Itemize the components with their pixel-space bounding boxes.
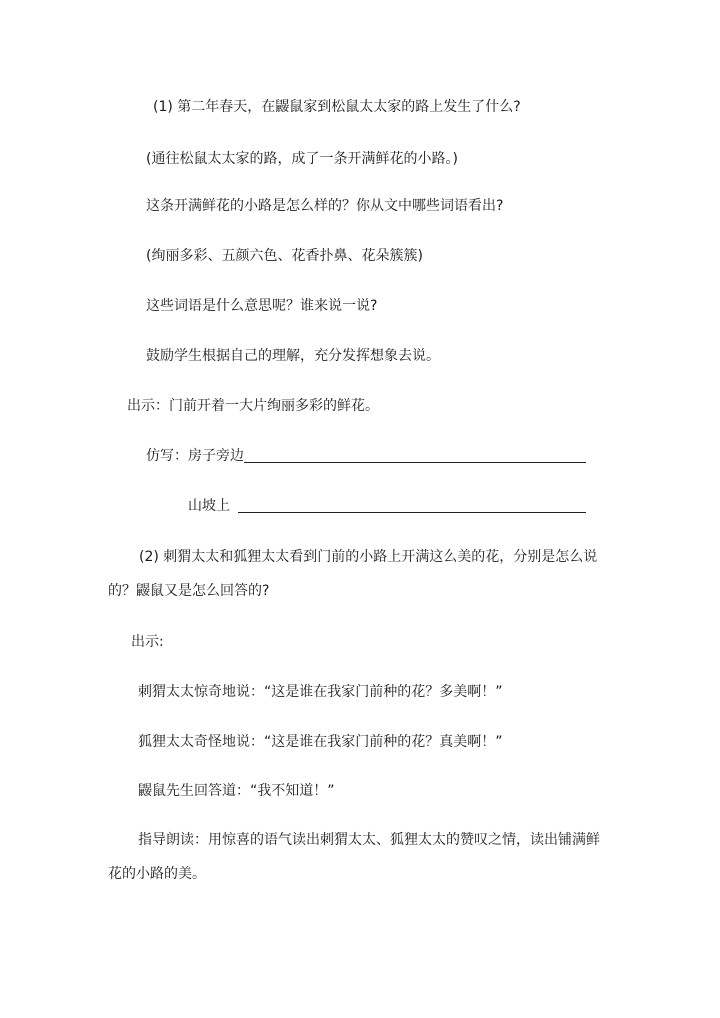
mole-quote: 鼹鼠先生回答道：“我不知道！” — [138, 783, 335, 799]
question-1-followup: 这条开满鲜花的小路是怎么样的？你从文中哪些词语看出? — [146, 198, 504, 214]
question-1-guide: 鼓励学生根据自己的理解，充分发挥想象去说。 — [146, 348, 440, 364]
hillside-label: 山坡上 — [188, 498, 230, 514]
example-sentence: 出示：门前开着一大片绚丽多彩的鲜花。 — [127, 398, 379, 414]
reading-guide-line-1: 指导朗读：用惊喜的语气读出刺猬太太、狐狸太太的赞叹之情，读出铺满鲜 — [138, 832, 600, 848]
imitate-label: 仿写：房子旁边 — [146, 448, 244, 464]
fox-quote: 狐狸太太奇怪地说：“这是谁在我家门前种的花？真美啊！” — [138, 734, 503, 750]
question-2-line-2: 的？鼹鼠又是怎么回答的? — [108, 583, 270, 599]
question-1-heading: (1) 第二年春天，在鼹鼠家到松鼠太太家的路上发生了什么? — [153, 99, 521, 115]
question-2-line-1: (2) 刺猬太太和狐狸太太看到门前的小路上开满这么美的花，分别是怎么说 — [139, 549, 598, 565]
imitate-row — [146, 446, 586, 466]
hillside-row — [188, 496, 586, 516]
hillside-blank-line[interactable] — [238, 498, 586, 513]
question-1-words: (绚丽多彩、五颜六色、花香扑鼻、花朵簇簇) — [146, 248, 423, 264]
question-1-answer: (通往松鼠太太家的路，成了一条开满鲜花的小路。) — [146, 151, 458, 167]
question-1-meaning: 这些词语是什么意思呢？谁来说一说? — [146, 298, 378, 314]
show-label: 出示: — [131, 634, 164, 650]
hedgehog-quote: 刺猬太太惊奇地说：“这是谁在我家门前种的花？多美啊！” — [138, 684, 503, 700]
reading-guide-line-2: 花的小路的美。 — [108, 866, 206, 882]
imitate-blank-line[interactable] — [244, 448, 586, 463]
